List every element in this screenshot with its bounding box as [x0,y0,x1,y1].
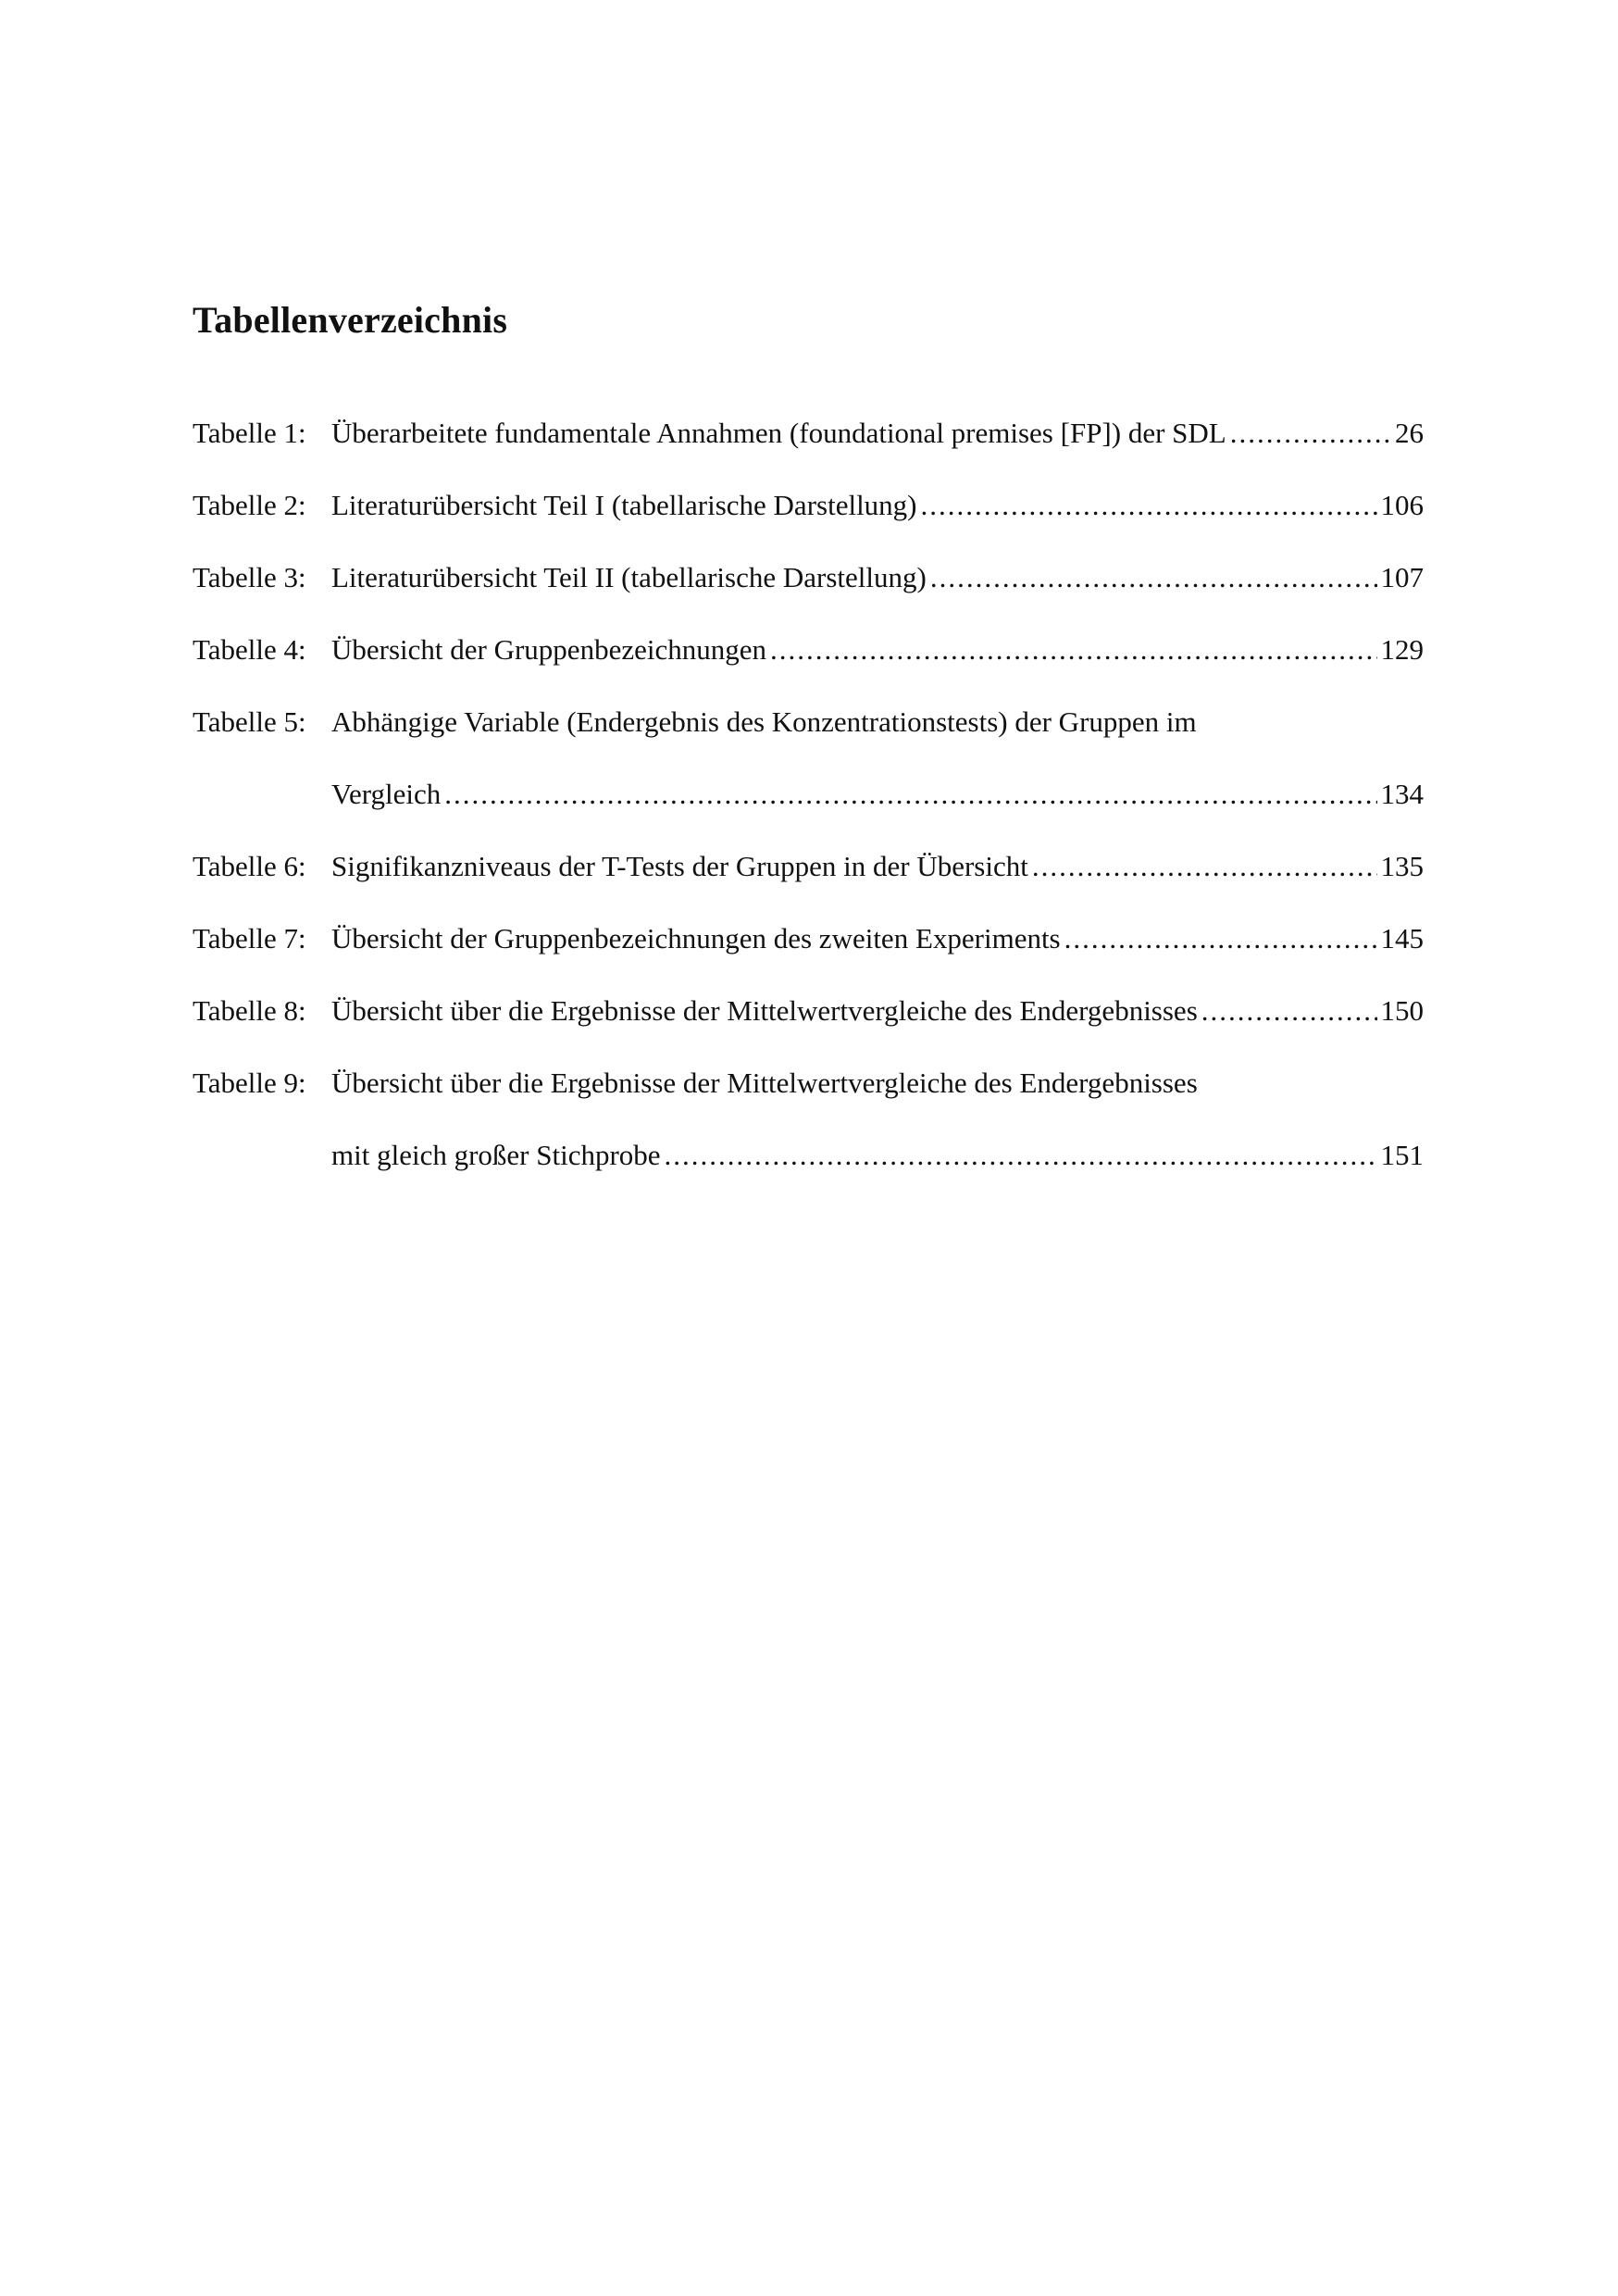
entry-label: Tabelle 9: [193,1067,306,1099]
entry-label: Tabelle 6: [193,850,306,882]
entry-label: Tabelle 4: [193,633,306,666]
dot-leader [770,635,1377,664]
table-list [193,418,1424,1213]
entry-page-number: 106 [1380,489,1424,521]
dot-leader [930,563,1377,592]
dot-leader [921,491,1377,519]
entry-label: Tabelle 2: [193,489,306,521]
toc-entry-5[interactable] [193,707,1424,852]
dot-leader [665,1141,1377,1169]
toc-entry-3[interactable] [193,563,1424,635]
toc-entry-8[interactable] [193,996,1424,1068]
entry-label: Tabelle 8: [193,994,306,1027]
entry-page-number: 107 [1380,561,1424,593]
entry-title: Übersicht der Gruppenbezeichnungen des zweiten Experiments [331,922,1061,955]
entry-page-number: 151 [1380,1139,1424,1171]
entry-title: Literaturübersicht Teil I (tabellarische Darstellung) [331,489,917,521]
dot-leader [1201,996,1377,1025]
entry-page-number: 26 [1395,417,1424,449]
dot-leader [1064,924,1377,953]
entry-page-number: 135 [1380,850,1424,882]
entry-label: Tabelle 7: [193,922,306,955]
entry-label: Tabelle 5: [193,705,306,738]
entry-title: Signifikanzniveaus der T-Tests der Gruppen in der Übersicht [331,850,1028,882]
entry-label: Tabelle 1: [193,417,306,449]
page-title: Tabellenverzeichnis [193,299,508,341]
entry-title: Übersicht über die Ergebnisse der Mittelwertvergleiche des Endergebnisses [331,1067,1198,1099]
entry-title: Literaturübersicht Teil II (tabellarische Darstellung) [331,561,927,593]
entry-title-continuation: Vergleich [331,778,442,810]
entry-title: Übersicht der Gruppenbezeichnungen [331,633,766,666]
entry-page-number: 134 [1380,778,1424,810]
toc-entry-7[interactable] [193,924,1424,996]
toc-entry-9[interactable] [193,1068,1424,1213]
entry-title: Abhängige Variable (Endergebnis des Konzentrationstests) der Gruppen im [331,705,1197,738]
entry-page-number: 150 [1380,994,1424,1027]
entry-title: Übersicht über die Ergebnisse der Mittelwertvergleiche des Endergebnisses [331,994,1198,1027]
toc-entry-4[interactable] [193,635,1424,707]
entry-label: Tabelle 3: [193,561,306,593]
entry-page-number: 129 [1380,633,1424,666]
toc-entry-6[interactable] [193,852,1424,924]
entry-title: Überarbeitete fundamentale Annahmen (foundational premises [FP]) der SDL [331,417,1226,449]
entry-page-number: 145 [1380,922,1424,955]
dot-leader [1032,852,1377,880]
toc-entry-1[interactable] [193,418,1424,491]
dot-leader [444,780,1376,808]
entry-title-continuation: mit gleich großer Stichprobe [331,1139,661,1171]
dot-leader [1230,418,1391,447]
toc-entry-2[interactable] [193,491,1424,563]
